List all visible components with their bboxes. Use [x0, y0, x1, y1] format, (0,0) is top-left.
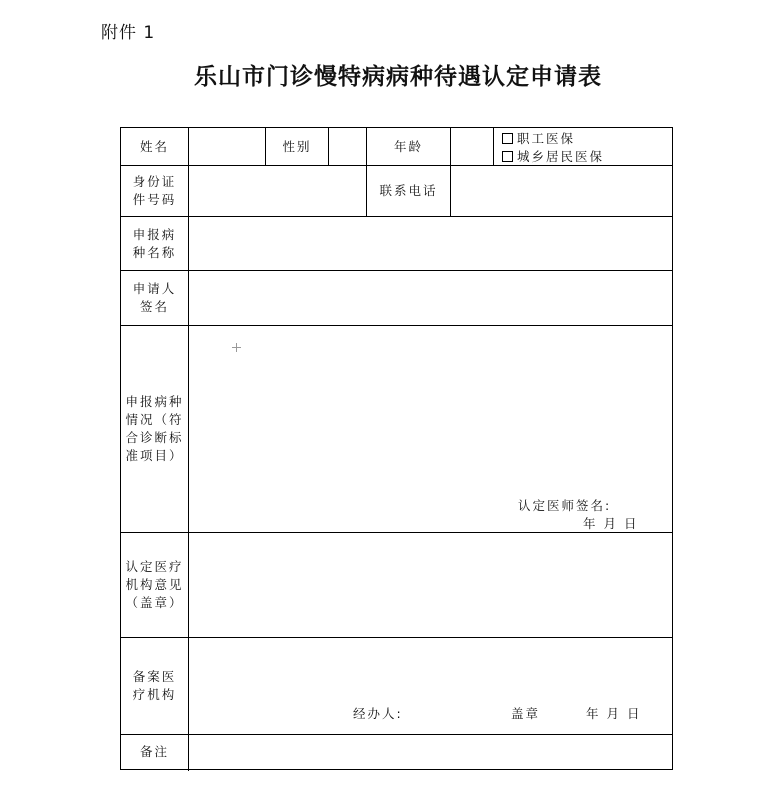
insurance-option-label: 职工医保 — [517, 131, 576, 146]
application-form-table — [120, 127, 673, 770]
checkbox-icon[interactable] — [502, 151, 513, 162]
institution-opinion-label: 认定医疗 机构意见 （盖章） — [125, 559, 184, 610]
id-number-label: 身份证 件号码 — [132, 174, 177, 207]
doctor-signature-date: 年 月 日 — [583, 516, 639, 531]
phone-label: 联系电话 — [379, 183, 438, 198]
age-label: 年龄 — [393, 138, 423, 154]
gender-label: 性别 — [282, 138, 312, 154]
form-title: 乐山市门诊慢特病病种待遇认定申请表 — [194, 63, 602, 90]
gender-field[interactable] — [329, 128, 366, 165]
id-number-field[interactable] — [189, 166, 366, 216]
applicant-signature-field[interactable] — [189, 271, 673, 325]
insurance-option-label: 城乡居民医保 — [517, 149, 605, 164]
filing-date: 年 月 日 — [586, 706, 642, 721]
phone-field[interactable] — [451, 166, 673, 216]
doctor-signature-label: 认定医师签名: — [518, 498, 612, 513]
disease-status-label: 申报病种 情况（符 合诊断标 准项目） — [125, 394, 184, 463]
applicant-signature-label: 申请人 签名 — [132, 281, 177, 314]
filing-institution-label: 备案医 疗机构 — [132, 669, 177, 702]
remarks-label: 备注 — [139, 744, 169, 759]
insurance-option-employee[interactable] — [502, 129, 575, 147]
crosshair-icon — [232, 343, 241, 352]
checkbox-icon[interactable] — [502, 133, 513, 144]
disease-name-label: 申报病 种名称 — [132, 226, 177, 260]
column-divider — [493, 128, 494, 165]
name-field[interactable] — [189, 128, 265, 165]
seal-label: 盖章 — [511, 706, 541, 721]
handler-label: 经办人: — [353, 706, 403, 721]
attachment-label: 附件 1 — [101, 23, 156, 43]
insurance-option-resident[interactable] — [502, 147, 604, 165]
name-label: 姓名 — [139, 138, 169, 154]
age-field[interactable] — [451, 128, 493, 165]
institution-opinion-field[interactable] — [189, 533, 673, 637]
disease-name-field[interactable] — [189, 217, 673, 270]
remarks-field[interactable] — [189, 735, 673, 769]
